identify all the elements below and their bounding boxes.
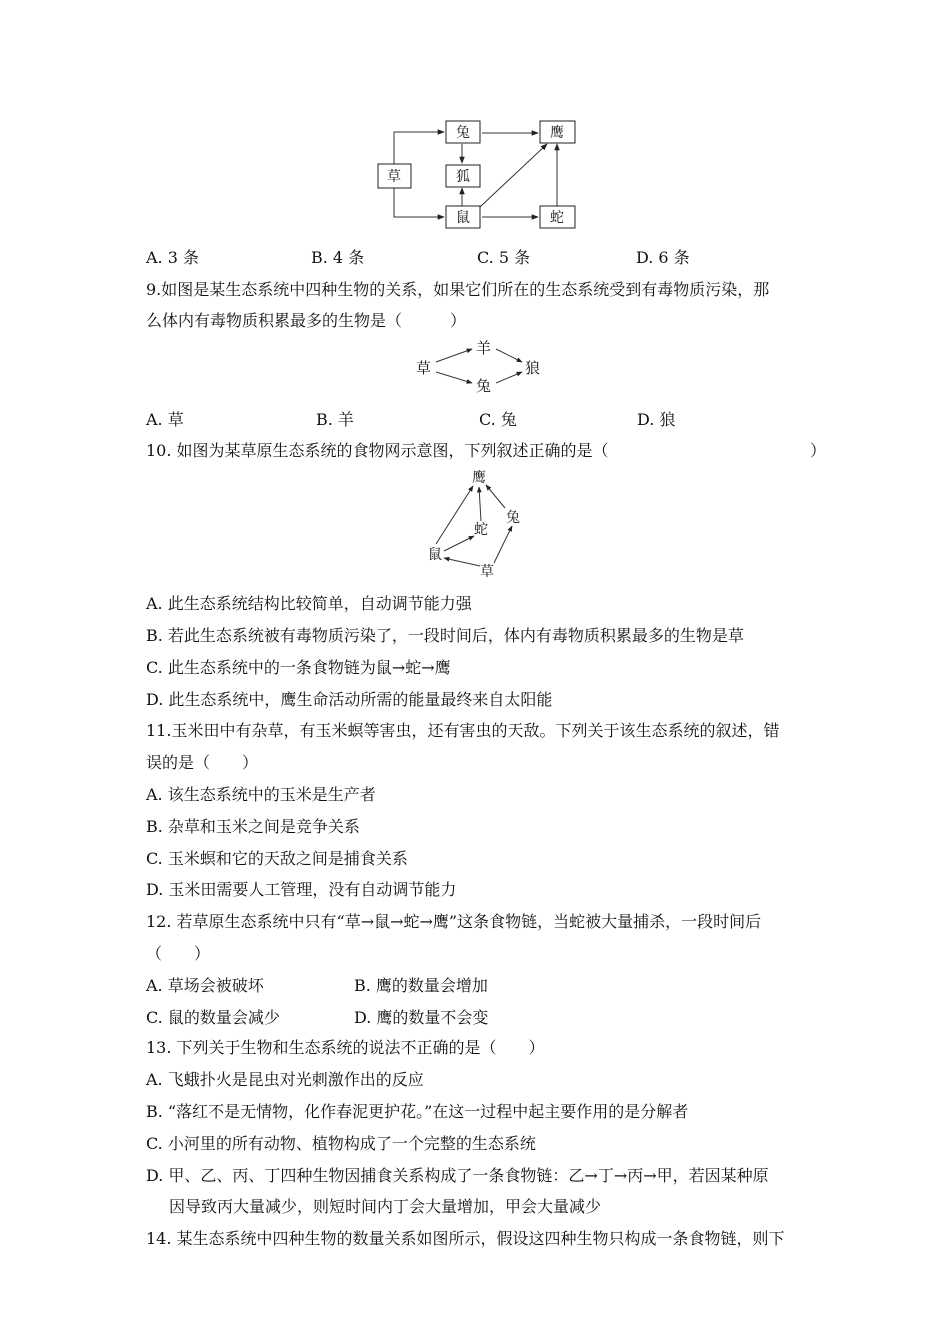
q12-stem-line2: （ ） [146,944,211,963]
arrow-grass-to-mouse [394,188,444,217]
q12-option-b: B. 鹰的数量会增加 [354,976,488,995]
q12-option-c: C. 鼠的数量会减少 [146,1008,280,1027]
arrow-grass-to-mouse [444,558,480,566]
arrow-grass-to-rabbit [394,132,444,164]
q10-option-a: A. 此生态系统结构比较简单，自动调节能力强 [146,594,472,613]
q9-option-d: D. 狼 [637,410,676,429]
label-eagle: 鹰 [472,470,486,486]
arrow-sheep-to-wolf [496,349,522,362]
label-grass: 草 [387,169,401,185]
q13-option-a: A. 飞蛾扑火是昆虫对光刺激作出的反应 [146,1070,424,1089]
q11-stem-line2: 误的是（ ） [146,753,259,772]
q11-option-a: A. 该生态系统中的玉米是生产者 [146,785,376,804]
arrow-snake-to-eagle [479,487,481,521]
q12-stem-line1: 12. 若草原生态系统中只有“草→鼠→蛇→鹰”这条食物链，当蛇被大量捕杀，一段时间后 [146,912,762,931]
label-wolf: 狼 [525,359,541,377]
label-rabbit: 兔 [506,510,520,526]
arrow-rabbit-to-eagle [486,485,505,508]
arrow-mouse-to-eagle [480,144,547,207]
q13-option-b: B. “落红不是无情物，化作春泥更护花。”在这一过程中起主要作用的是分解者 [146,1102,689,1121]
label-rabbit: 兔 [476,377,492,395]
q13-stem: 13. 下列关于生物和生态系统的说法不正确的是（ ） [146,1038,545,1057]
label-snake: 蛇 [550,210,564,226]
q13-option-c: C. 小河里的所有动物、植物构成了一个完整的生态系统 [146,1134,536,1153]
label-mouse: 鼠 [428,547,442,563]
q9-option-b: B. 羊 [316,410,354,429]
arrow-mouse-to-snake [444,536,474,551]
arrow-rabbit-to-wolf [496,372,522,383]
q14-stem-line1: 14. 某生态系统中四种生物的数量关系如图所示，假设这四种生物只构成一条食物链，则下 [146,1229,785,1248]
q9-option-c: C. 兔 [479,410,517,429]
q10-stem-close: ） [810,441,827,460]
q8-food-web-diagram [370,112,585,237]
q13-option-d: D. 甲、乙、丙、丁四种生物因捕食关系构成了一条食物链：乙→丁→丙→甲，若因某种原 [146,1166,769,1185]
arrow-mouse-to-eagle [436,486,473,544]
q10-option-b: B. 若此生态系统被有毒物质污染了，一段时间后，体内有毒物质积累最多的生物是草 [146,626,744,645]
q11-option-c: C. 玉米螟和它的天敌之间是捕食关系 [146,849,408,868]
arrow-grass-to-rabbit [436,372,472,383]
arrow-grass-to-sheep [436,349,472,362]
q9-option-a: A. 草 [146,410,184,429]
q11-option-d: D. 玉米田需要人工管理，没有自动调节能力 [146,880,457,899]
arrow-grass-to-rabbit [494,526,512,563]
label-grass: 草 [480,564,494,580]
q9-stem-line2: 么体内有毒物质积累最多的生物是（ ） [146,311,467,330]
label-mouse: 鼠 [456,210,470,226]
label-fox: 狐 [456,169,470,185]
q10-option-c: C. 此生态系统中的一条食物链为鼠→蛇→鹰 [146,658,451,677]
q8-option-a: A. 3 条 [146,248,199,267]
q9-food-web-diagram [410,337,550,395]
label-sheep: 羊 [476,339,492,357]
label-eagle: 鹰 [550,125,564,141]
q10-stem: 10. 如图为某草原生态系统的食物网示意图，下列叙述正确的是（ [146,441,609,460]
label-rabbit: 兔 [456,125,470,141]
q13-option-d-line2: 因导致丙大量减少，则短时间内丁会大量增加，甲会大量减少 [169,1197,602,1216]
q11-option-b: B. 杂草和玉米之间是竞争关系 [146,817,360,836]
label-grass: 草 [416,359,432,377]
q10-option-d: D. 此生态系统中，鹰生命活动所需的能量最终来自太阳能 [146,690,553,709]
q8-option-c: C. 5 条 [477,248,531,267]
label-snake: 蛇 [474,522,488,538]
q10-food-web-diagram [422,466,532,580]
q8-option-b: B. 4 条 [311,248,365,267]
q9-stem-line1: 9.如图是某生态系统中四种生物的关系，如果它们所在的生态系统受到有毒物质污染，那 [146,280,770,299]
q8-option-d: D. 6 条 [636,248,690,267]
q12-option-d: D. 鹰的数量不会变 [354,1008,489,1027]
q11-stem-line1: 11.玉米田中有杂草，有玉米螟等害虫，还有害虫的天敌。下列关于该生态系统的叙述，错 [146,721,780,740]
q12-option-a: A. 草场会被破坏 [146,976,264,995]
